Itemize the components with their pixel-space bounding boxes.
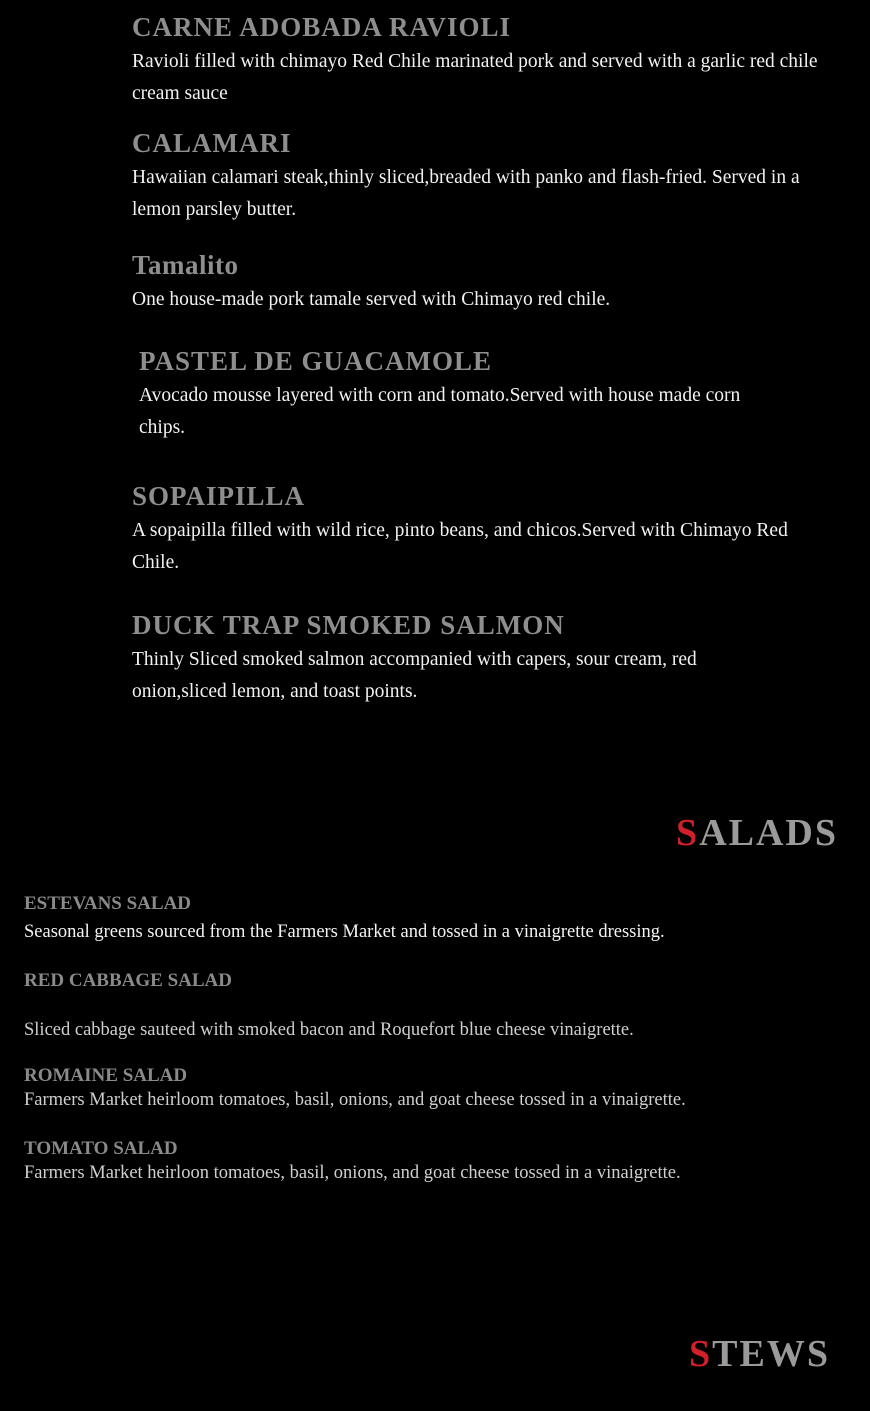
menu-item <box>132 481 822 579</box>
item-title: SOPAIPILLA <box>132 481 306 511</box>
menu-item <box>132 12 822 110</box>
item-description: Avocado mousse layered with corn and tomato.Served with house made corn chips. <box>139 385 741 438</box>
heading-rest: TEWS <box>712 1333 830 1375</box>
salad-title: RED CABBAGE SALAD <box>24 970 232 991</box>
heading-initial: S <box>689 1333 713 1375</box>
salad-description: Farmers Market heirloom tomatoes, basil, onions, and goat cheese tossed in a vinaigrette. <box>24 1090 686 1110</box>
section-heading-stews <box>689 1334 830 1374</box>
menu-item <box>139 346 754 444</box>
item-description: Ravioli filled with chimayo Red Chile marinated pork and served with a garlic red chile cream sauce <box>132 51 818 104</box>
item-description: Thinly Sliced smoked salmon accompanied with capers, sour cream, red onion,sliced lemon, and toast points. <box>132 649 697 702</box>
salad-title: ESTEVANS SALAD <box>24 893 192 914</box>
menu-item <box>132 610 772 708</box>
item-title: DUCK TRAP SMOKED SALMON <box>132 610 565 640</box>
heading-rest: ALADS <box>699 812 838 854</box>
heading-initial: S <box>676 812 700 854</box>
salad-title: TOMATO SALAD <box>24 1138 178 1159</box>
salad-description: Seasonal greens sourced from the Farmers Market and tossed in a vinaigrette dressing. <box>24 922 665 942</box>
item-title: CARNE ADOBADA RAVIOLI <box>132 12 512 42</box>
item-title: CALAMARI <box>132 128 292 158</box>
salad-title: ROMAINE SALAD <box>24 1065 188 1086</box>
item-title: PASTEL DE GUACAMOLE <box>139 346 493 376</box>
menu-item <box>132 128 822 226</box>
item-description: A sopaipilla filled with wild rice, pinto beans, and chicos.Served with Chimayo Red Chile. <box>132 520 788 573</box>
item-description: Hawaiian calamari steak,thinly sliced,breaded with panko and flash-fried. Served in a lemon parsley butter. <box>132 167 800 220</box>
salad-description: Farmers Market heirloon tomatoes, basil, onions, and goat cheese tossed in a vinaigrette. <box>24 1163 681 1183</box>
section-heading-salads <box>676 813 838 853</box>
item-description: One house-made pork tamale served with Chimayo red chile. <box>132 289 611 310</box>
salad-description: Sliced cabbage sauteed with smoked bacon and Roquefort blue cheese vinaigrette. <box>24 1020 634 1040</box>
item-title: Tamalito <box>132 250 239 280</box>
menu-item <box>132 250 822 316</box>
